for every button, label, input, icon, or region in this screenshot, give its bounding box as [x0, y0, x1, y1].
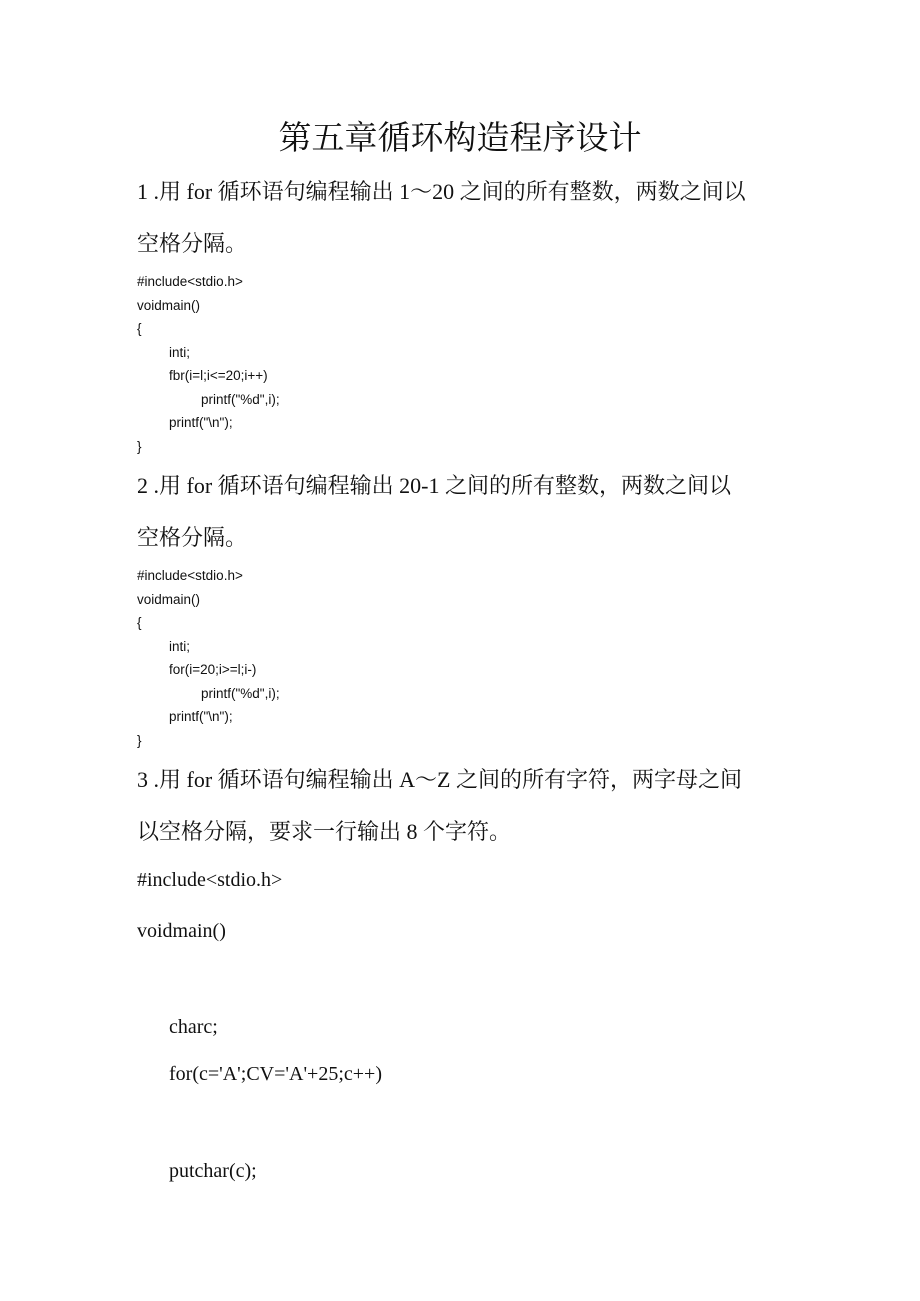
- code-line: inti;: [169, 344, 191, 360]
- code-line: }: [137, 438, 142, 454]
- question-1-code: [137, 270, 637, 458]
- code-line: inti;: [169, 638, 191, 654]
- code-line: charc;: [169, 1016, 218, 1038]
- code-line: }: [137, 732, 142, 748]
- code-line: #include<stdio.h>: [137, 568, 243, 583]
- code-line: voidmain(): [137, 297, 201, 313]
- code-line: printf("\n");: [169, 415, 233, 430]
- code-line: #include<stdio.h>: [137, 274, 243, 289]
- code-line: voidmain(): [137, 920, 226, 942]
- question-2-code: [137, 564, 637, 752]
- question-1-line-1: 1 .用 for 循环语句编程输出 1～20 之间的所有整数，两数之间以: [137, 179, 746, 204]
- code-line: {: [137, 615, 142, 630]
- code-line: printf("%d",i);: [201, 685, 280, 701]
- code-line: putchar(c);: [169, 1160, 257, 1182]
- code-line: printf("\n");: [169, 709, 233, 724]
- question-1-text: [137, 166, 797, 270]
- code-line: fbr(i=l;i<=20;i++): [169, 368, 268, 383]
- question-2-line-2: 空格分隔。: [137, 525, 248, 550]
- code-line: {: [137, 321, 142, 336]
- question-2-text: [137, 460, 797, 564]
- chapter-title: 第五章循环构造程序设计: [278, 118, 642, 157]
- question-2-line-1: 2 .用 for 循环语句编程输出 20-1 之间的所有整数，两数之间以: [137, 473, 731, 498]
- question-3-text: [137, 754, 797, 858]
- code-line: printf("%d",i);: [201, 391, 280, 407]
- code-line: #include<stdio.h>: [137, 869, 283, 891]
- code-line: for(c='A';CV='A'+25;c++): [169, 1063, 382, 1085]
- code-line: for(i=20;i>=l;i-): [169, 662, 257, 677]
- code-line: voidmain(): [137, 591, 201, 607]
- question-3-line-1: 3 .用 for 循环语句编程输出 A～Z 之间的所有字符，两字母之间: [137, 767, 742, 792]
- question-3-line-2: 以空格分隔，要求一行输出 8 个字符。: [137, 819, 512, 844]
- question-1-line-2: 空格分隔。: [137, 231, 248, 256]
